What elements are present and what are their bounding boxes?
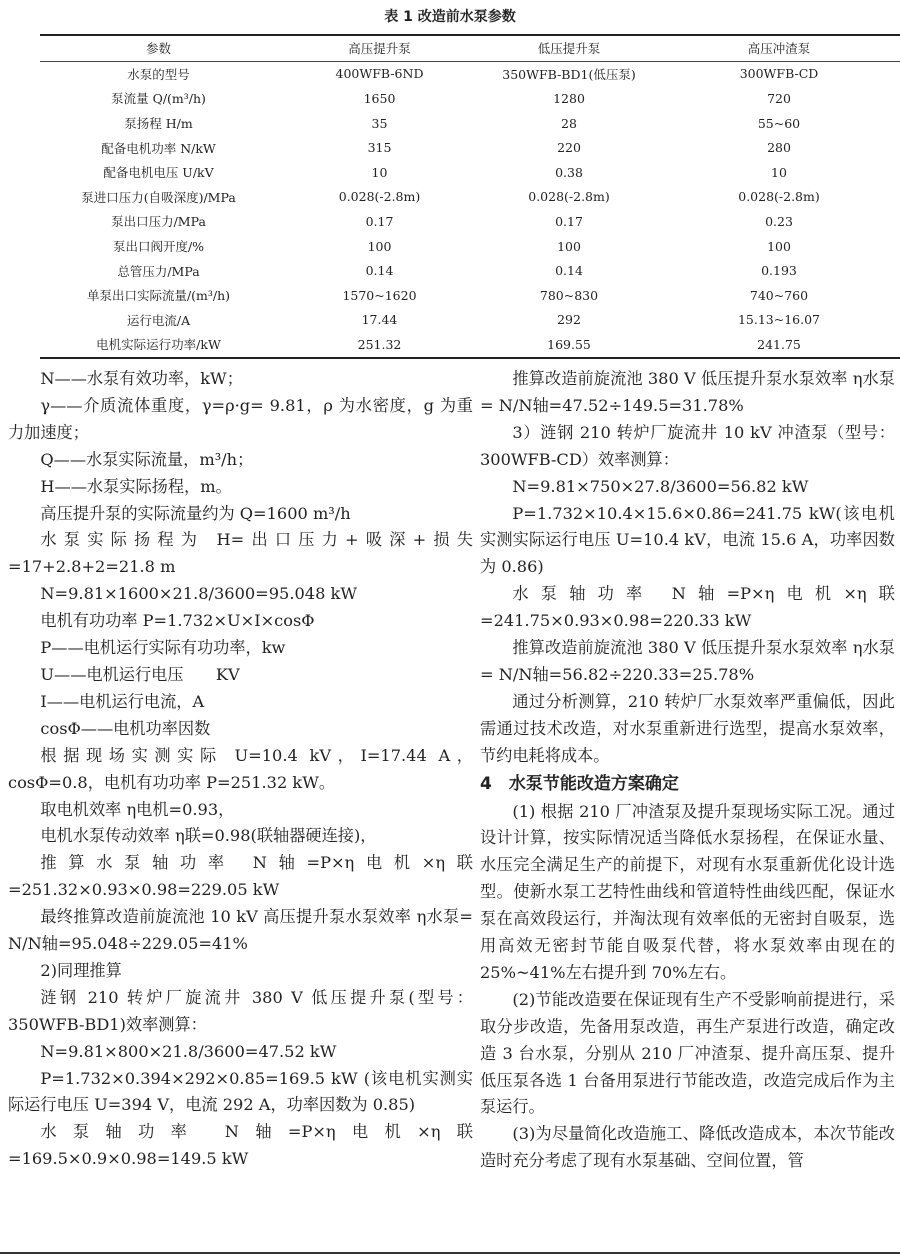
parameter-name-cell: 泵流量 Q/(m³/h) bbox=[111, 91, 206, 107]
value-cell: 10 bbox=[771, 164, 787, 180]
parameter-name-cell: 电机实际运行功率/kW bbox=[96, 337, 221, 353]
value-cell: 0.028(-2.8m) bbox=[738, 189, 820, 205]
value-cell: 0.14 bbox=[365, 263, 394, 279]
value-cell: 1570~1620 bbox=[342, 287, 417, 303]
table-caption: 表 1 改造前水泵参数 bbox=[384, 9, 516, 25]
parameter-name-cell: 泵出口阀开度/% bbox=[112, 239, 205, 255]
paragraph: P——电机运行实际有功功率，kw bbox=[40, 638, 286, 658]
parameter-name-cell: 配备电机电压 U/kV bbox=[103, 165, 214, 181]
header-cell: 参数 bbox=[145, 41, 171, 57]
value-cell: 100 bbox=[767, 238, 791, 254]
paragraph: U——电机运行电压 KV bbox=[40, 664, 240, 684]
left-text-column bbox=[8, 366, 473, 1173]
paragraph: N=9.81×750×27.8/3600=56.82 kW bbox=[512, 476, 809, 496]
parameter-name-cell: 泵出口压力/MPa bbox=[111, 214, 206, 230]
value-cell: 1650 bbox=[363, 90, 396, 106]
paragraph: 推算改造前旋流池 380 V 低压提升泵水泵效率 η水泵= N/N轴=47.52÷149.5=31.78% bbox=[480, 369, 895, 415]
paragraph: 最终推算改造前旋流池 10 kV 高压提升泵水泵效率 η水泵= N/N轴=95.048÷229.05=41% bbox=[8, 907, 473, 954]
paragraph: P=1.732×10.4×15.6×0.86=241.75 kW(该电机实测实际运行电压 U=10.4 kV，电流 15.6 A，功率因数为 0.86) bbox=[480, 503, 895, 577]
paragraph: 高压提升泵的实际流量约为 Q=1600 m³/h bbox=[40, 503, 351, 523]
paragraph: 通过分析测算，210 转炉厂水泵效率严重偏低，因此需通过技术改造，对水泵重新进行选型，提高水泵效率，节约电耗将成本。 bbox=[480, 691, 895, 765]
table-row bbox=[40, 86, 900, 111]
bottom-rule bbox=[0, 1252, 900, 1254]
value-cell: 280 bbox=[767, 140, 791, 156]
value-cell: 720 bbox=[767, 90, 791, 106]
parameter-name-cell: 泵进口压力(自吸深度)/MPa bbox=[81, 189, 236, 205]
table-row bbox=[40, 111, 900, 136]
value-cell: 292 bbox=[557, 312, 581, 328]
value-cell: 251.32 bbox=[357, 336, 402, 352]
paragraph: cosΦ——电机功率因数 bbox=[40, 718, 211, 738]
paragraph: 水泵轴功率 N轴=P×η电机×η联=169.5×0.9×0.98=149.5 kW bbox=[8, 1122, 473, 1169]
paragraph: 水泵轴功率 N轴=P×η电机×η联=241.75×0.93×0.98=220.33 kW bbox=[480, 584, 895, 631]
paragraph: (2)节能改造要在保证现有生产不受影响前提进行，采取分步改造，先备用泵改造，再生产泵进行改造，确定改造 3 台水泵，分别从 210 厂冲渣泵、提升高压泵、提升低压泵各选 1 台备用泵进行节能改造，改造完成后作为主泵运行。 bbox=[480, 989, 895, 1117]
value-cell: 0.193 bbox=[761, 263, 797, 279]
value-cell: 400WFB-6ND bbox=[335, 66, 424, 82]
pump-parameters-table bbox=[40, 34, 900, 359]
parameter-name-cell: 单泵出口实际流量/(m³/h) bbox=[86, 288, 231, 304]
table-row bbox=[40, 135, 900, 160]
value-cell: 1280 bbox=[553, 90, 585, 106]
paragraph: N=9.81×1600×21.8/3600=95.048 kW bbox=[40, 584, 357, 604]
paragraph: 水泵实际扬程为 H=出口压力+吸深+损失=17+2.8+2=21.8 m bbox=[8, 530, 473, 577]
value-cell: 15.13~16.07 bbox=[737, 312, 821, 328]
value-cell: 241.75 bbox=[757, 336, 801, 352]
paragraph: 3）涟钢 210 转炉厂旋流井 10 kV 冲渣泵（型号：300WFB-CD）效率测算： bbox=[480, 422, 895, 469]
table-row bbox=[40, 61, 900, 86]
paragraph: γ——介质流体重度，γ=ρ·g= 9.81，ρ 为水密度，g 为重力加速度； bbox=[8, 395, 473, 442]
paragraph: P=1.732×0.394×292×0.85=169.5 kW (该电机实测实际运行电压 U=394 V，电流 292 A，功率因数为 0.85) bbox=[8, 1068, 473, 1115]
value-cell: 0.23 bbox=[765, 213, 793, 229]
value-cell: 220 bbox=[557, 140, 581, 156]
paragraph: 取电机效率 η电机=0.93， bbox=[40, 799, 235, 819]
table-row bbox=[40, 185, 900, 210]
value-cell: 780~830 bbox=[539, 287, 599, 303]
value-cell: 17.44 bbox=[361, 312, 398, 328]
value-cell: 0.38 bbox=[555, 164, 583, 180]
right-text-column bbox=[480, 366, 895, 1175]
paragraph: I——电机运行电流，A bbox=[40, 691, 205, 711]
value-cell: 0.17 bbox=[555, 213, 583, 229]
paragraph: 根据现场实测实际 U=10.4 kV，I=17.44 A，cosΦ=0.8，电机有功功率 P=251.32 kW。 bbox=[8, 745, 473, 792]
header-cell: 高压提升泵 bbox=[348, 41, 411, 57]
value-cell: 740~760 bbox=[749, 287, 809, 303]
paragraph: N——水泵有效功率，kW； bbox=[40, 369, 243, 388]
paragraph: 推算改造前旋流池 380 V 低压提升泵水泵效率 η水泵= N/N轴=56.82÷220.33=25.78% bbox=[480, 638, 895, 684]
parameter-name-cell: 配备电机功率 N/kW bbox=[101, 140, 216, 156]
value-cell: 315 bbox=[367, 140, 392, 156]
table-row bbox=[40, 209, 900, 234]
value-cell: 0.028(-2.8m) bbox=[338, 189, 421, 205]
header-cell: 高压冲渣泵 bbox=[747, 41, 811, 57]
value-cell: 55~60 bbox=[757, 115, 801, 131]
value-cell: 0.028(-2.8m) bbox=[528, 189, 610, 205]
parameter-name-cell: 运行电流/A bbox=[126, 312, 191, 328]
table-row bbox=[40, 234, 900, 259]
value-cell: 300WFB-CD bbox=[739, 66, 819, 82]
value-cell: 100 bbox=[557, 238, 581, 254]
table-row bbox=[40, 308, 900, 333]
table-row bbox=[40, 258, 900, 283]
paragraph: 电机水泵传动效率 η联=0.98(联轴器硬连接)， bbox=[40, 826, 377, 846]
value-cell: 100 bbox=[367, 238, 392, 254]
paragraph: (1) 根据 210 厂冲渣泵及提升泵现场实际工况。通过设计计算，按实际情况适当降低水泵扬程，在保证水量、水压完全满足生产的前提下，对现有水泵重新优化设计选型。使新水泵工艺特性曲线和管道特性曲线匹配，保证水泵在高效段运行，并淘汰现有效率低的无密封自吸泵，选用高效无密封节能自吸泵代替，将水泵效率由现在的 25%~41%左右提升到 70%左右。 bbox=[480, 801, 895, 982]
parameter-name-cell: 总管压力/MPa bbox=[117, 263, 200, 279]
paragraph: (3)为尽量简化改造施工、降低改造成本，本次节能改造时充分考虑了现有水泵基础、空间位置，管 bbox=[480, 1124, 895, 1171]
parameter-name-cell: 泵扬程 H/m bbox=[124, 116, 193, 132]
value-cell: 350WFB-BD1(低压泵) bbox=[502, 66, 636, 82]
paragraph: 电机有功功率 P=1.732×U×I×cosΦ bbox=[40, 611, 315, 631]
table-header-row bbox=[40, 35, 900, 61]
paragraph: 涟钢 210 转炉厂旋流井 380 V 低压提升泵(型号：350WFB-BD1)效率测算： bbox=[8, 987, 473, 1034]
value-cell: 0.14 bbox=[555, 263, 583, 279]
header-cell: 低压提升泵 bbox=[537, 41, 601, 57]
table-row bbox=[40, 332, 900, 358]
value-cell: 10 bbox=[371, 164, 388, 180]
paragraph: 推算水泵轴功率 N轴=P×η电机×η联=251.32×0.93×0.98=229.05 kW bbox=[8, 853, 473, 900]
value-cell: 169.55 bbox=[547, 336, 591, 352]
table-row bbox=[40, 283, 900, 308]
section-heading: 4 水泵节能改造方案确定 bbox=[480, 773, 679, 794]
value-cell: 35 bbox=[371, 115, 388, 131]
paragraph: Q——水泵实际流量，m³/h； bbox=[40, 449, 254, 469]
paragraph: 2)同理推算 bbox=[40, 960, 122, 980]
parameter-name-cell: 水泵的型号 bbox=[127, 66, 190, 82]
paragraph: N=9.81×800×21.8/3600=47.52 kW bbox=[40, 1041, 337, 1061]
table-row bbox=[40, 160, 900, 185]
value-cell: 0.17 bbox=[365, 213, 394, 229]
value-cell: 28 bbox=[561, 115, 577, 131]
paragraph: H——水泵实际扬程，m。 bbox=[40, 476, 232, 496]
